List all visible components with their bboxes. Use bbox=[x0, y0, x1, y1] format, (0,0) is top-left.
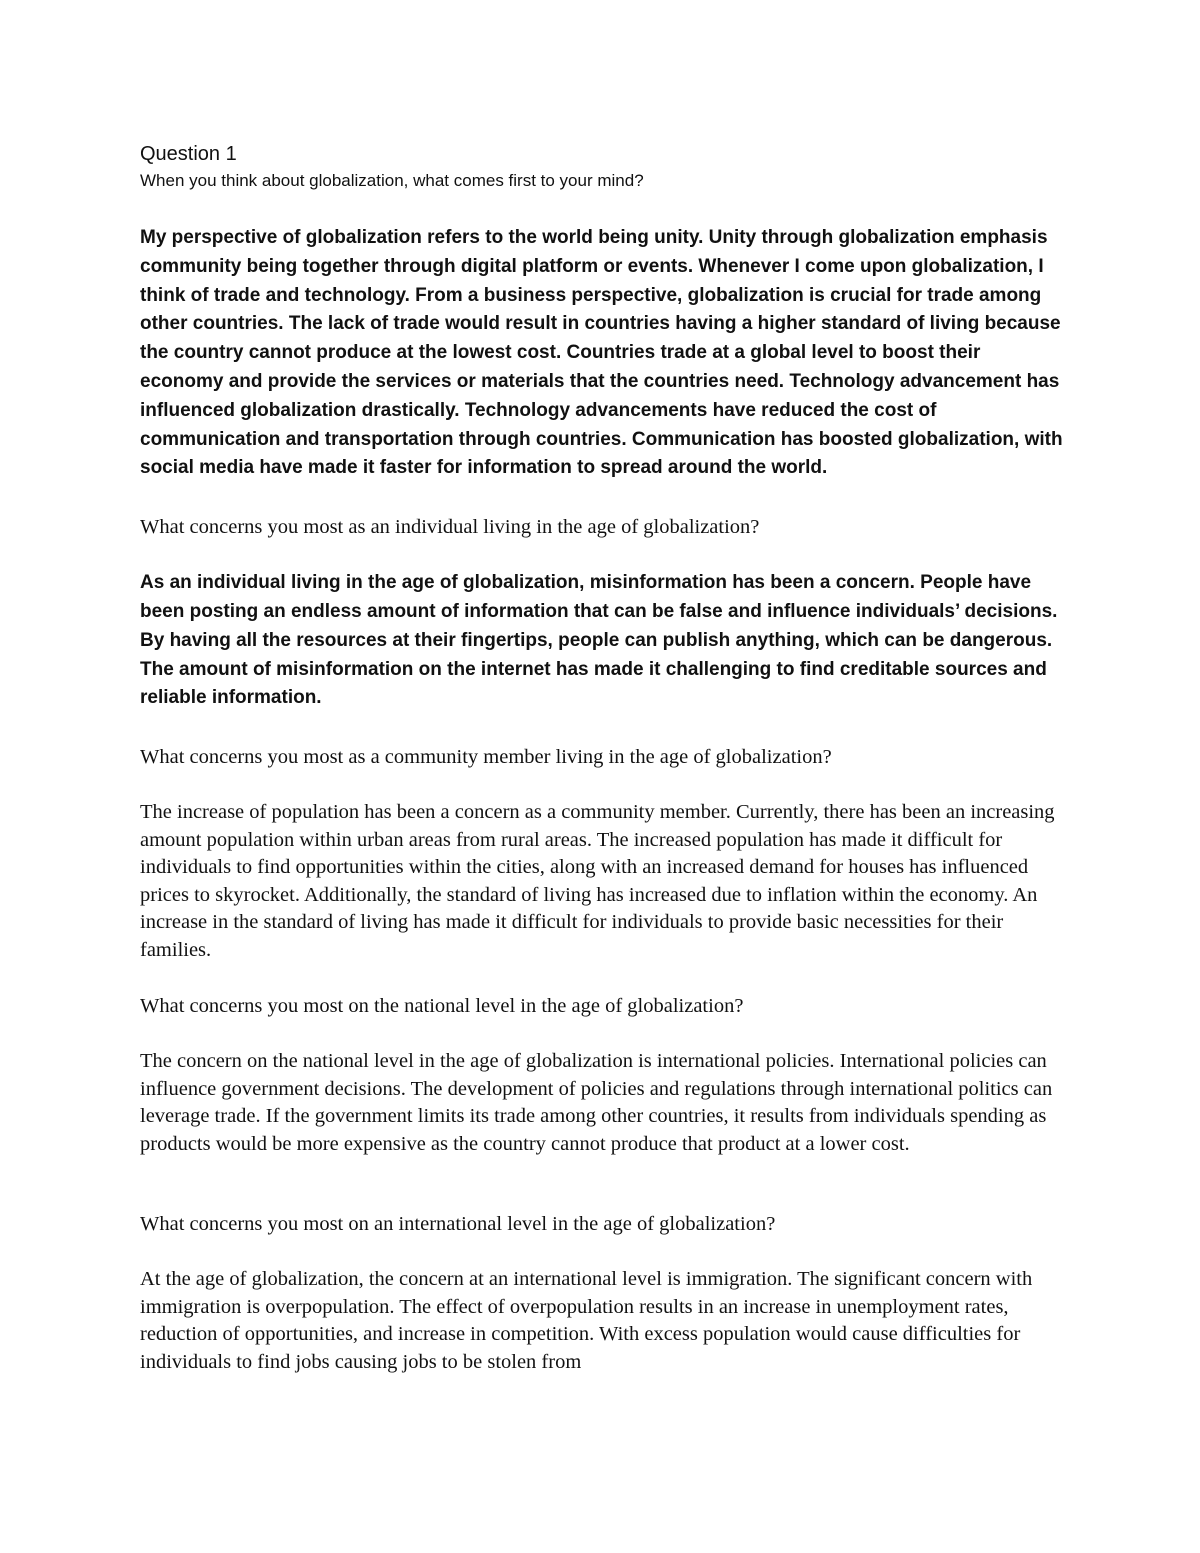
answer-globalization: My perspective of globalization refers to the world being unity. Unity through globalization emphasis community being together through digital platform or events. Whenever I come upon globalization, I think of trade and technology. From a business perspective, globalization is crucial for trade among other countries. The lack of trade would result in countries having a higher standard of living because the country cannot produce at the lowest cost. Countries trade at a global level to boost their economy and provide the services or materials that the countries need. Technology advancement has influenced globalization drastically. Technology advancements have reduced the cost of communication and transportation through countries. Communication has boosted globalization, with social media have made it faster for information to spread around the world. bbox=[140, 227, 1063, 479]
prompt-national: What concerns you most on the national level in the age of globalization? bbox=[140, 995, 744, 1018]
answer-international: At the age of globalization, the concern at an international level is immigration. The significant concern with immigration is overpopulation. The effect of overpopulation results in an increase in unemployment rates, reduction of opportunities, and increase in competition. With excess population would cause difficulties for individuals to find jobs causing jobs to be stolen from bbox=[140, 1268, 1033, 1373]
prompt-international: What concerns you most on an international level in the age of globalization? bbox=[140, 1213, 776, 1236]
answer-individual: As an individual living in the age of globalization, misinformation has been a concern. People have been posting an endless amount of information that can be false and influence individuals’ decisions. By having all the resources at their fingertips, people can publish anything, which can be dangerous. The amount of misinformation on the internet has made it challenging to find creditable sources and reliable information. bbox=[140, 572, 1058, 709]
question-heading: Question 1 bbox=[140, 143, 237, 165]
answer-national: The concern on the national level in the age of globalization is international policies. International policies can influence government decisions. The development of policies and regulations through international politics can leverage trade. If the government limits its trade among other countries, it results from individuals spending as products would be more expensive as the country cannot produce that product at a lower cost. bbox=[140, 1050, 1053, 1155]
question-subheading: When you think about globalization, what comes first to your mind? bbox=[140, 171, 644, 190]
prompt-community: What concerns you most as a community member living in the age of globalization? bbox=[140, 746, 832, 769]
document-page bbox=[140, 140, 1065, 1404]
answer-community: The increase of population has been a concern as a community member. Currently, there has been an increasing amount population within urban areas from rural areas. The increased population has made it difficult for individuals to find opportunities within the cities, along with an increased demand for houses has influenced prices to skyrocket. Additionally, the standard of living has increased due to inflation within the economy. An increase in the standard of living has made it difficult for individuals to provide basic necessities for their families. bbox=[140, 801, 1055, 961]
prompt-individual: What concerns you most as an individual living in the age of globalization? bbox=[140, 516, 760, 539]
